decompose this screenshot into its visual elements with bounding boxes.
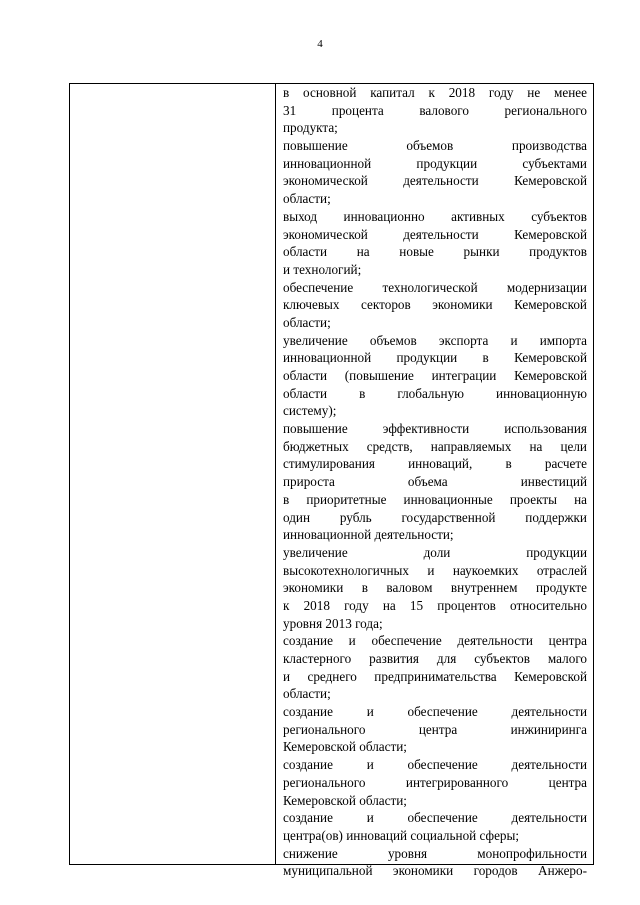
text-line: и технологий; <box>283 261 362 277</box>
text-line: выход инновационно активных субъектов <box>283 208 587 224</box>
text-line: 31 процента валового регионального <box>283 102 587 118</box>
table-left-cell <box>70 84 276 864</box>
text-line: стимулирования инноваций, в расчете <box>283 456 587 472</box>
text-line: создание и обеспечение деятельности <box>283 704 587 720</box>
text-line: инновационной продукции субъектами <box>283 155 587 171</box>
text-line: в основной капитал к 2018 году не менее <box>283 85 587 100</box>
text-line: кластерного развития для субъектов малого <box>283 651 587 666</box>
page-number: 4 <box>317 38 323 50</box>
text-line: области в глобальную инновационную <box>283 385 587 401</box>
text-line: области; <box>283 191 331 207</box>
text-line: области; <box>283 314 331 330</box>
text-line: области (повышение интеграции Кемеровской <box>283 368 587 383</box>
text-line: ключевых секторов экономики Кемеровской <box>283 297 587 313</box>
text-line: прироста объема инвестиций <box>283 474 587 490</box>
text-line: создание и обеспечение деятельности <box>283 757 587 773</box>
text-line: регионального интегрированного центра <box>283 774 587 790</box>
text-line: уровня 2013 года; <box>283 615 383 631</box>
text-line: повышение объемов производства <box>283 138 587 154</box>
text-line: Кемеровской области; <box>283 792 407 808</box>
text-line: области; <box>283 686 331 702</box>
text-line: увеличение объемов экспорта и импорта <box>283 332 587 348</box>
text-line: инновационной деятельности; <box>283 527 454 543</box>
text-line: систему); <box>283 403 337 419</box>
text-line: повышение эффективности использования <box>283 421 587 437</box>
table-right-cell <box>276 84 593 879</box>
text-line: увеличение доли продукции <box>283 544 587 560</box>
text-line: экономики в валовом внутреннем продукте <box>283 580 587 596</box>
text-line: области на новые рынки продуктов <box>283 244 587 260</box>
text-line: снижение уровня монопрофильности <box>283 845 587 861</box>
text-line: высокотехнологичных и наукоемких отраслей <box>283 562 587 578</box>
text-line: к 2018 году на 15 процентов относительно <box>283 597 587 613</box>
document-table <box>69 83 594 879</box>
text-line: инновационной продукции в Кемеровской <box>283 350 587 366</box>
text-line: регионального центра инжиниринга <box>283 721 587 737</box>
text-line: Кемеровской области; <box>283 739 407 755</box>
text-line: муниципальной экономики городов Анжеро- <box>283 863 587 879</box>
text-line: в приоритетные инновационные проекты на <box>283 491 587 507</box>
text-line: создание и обеспечение деятельности <box>283 810 587 826</box>
text-line: центра(ов) инноваций социальной сферы; <box>283 827 520 843</box>
text-line: экономической деятельности Кемеровской <box>283 226 587 242</box>
text-line: один рубль государственной поддержки <box>283 509 587 525</box>
text-line: продукта; <box>283 120 338 136</box>
text-line: обеспечение технологической модернизации <box>283 279 587 295</box>
text-line: и среднего предпринимательства Кемеровской <box>283 668 587 684</box>
text-line: экономической деятельности Кемеровской <box>283 173 587 189</box>
text-line: создание и обеспечение деятельности центра <box>283 633 587 649</box>
text-line: бюджетных средств, направляемых на цели <box>283 438 587 454</box>
